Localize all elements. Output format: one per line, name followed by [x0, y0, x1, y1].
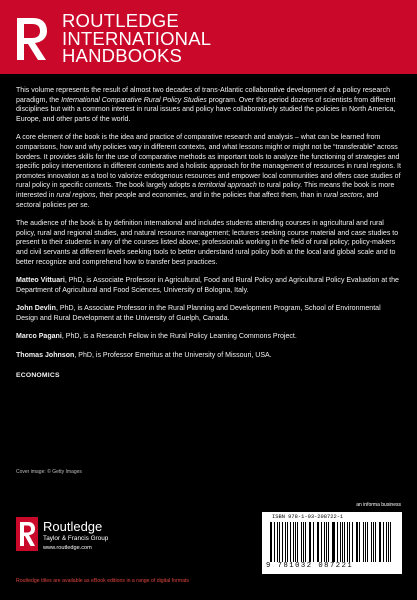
- editor-name: Marco Pagani: [16, 333, 62, 341]
- barcode-bar: [340, 522, 341, 562]
- barcode-bar: [271, 522, 272, 562]
- barcode-bar: [317, 522, 318, 562]
- series-title: [62, 12, 211, 65]
- description-paragraph-3: The audience of the book is by definition international and includes students attending courses in agricultural and rural policy, rural and regional studies, and natural resource management; lecturers seeking course material and case studies to present to their students in any of the courses listed above; professionals working in the field of rural policy; policy-makers and civil servants at different levels seeking tools to better understand rural policy both at the local and global scale and to better recognize and comprehend how to transfer best practices.: [16, 220, 399, 266]
- editor-bio: Marco Pagani, PhD, is a Research Fellow in the Rural Policy Learning Commons Project.: [16, 333, 297, 341]
- series-line-2: INTERNATIONAL: [62, 27, 212, 49]
- routledge-publisher-logo-icon: [16, 517, 38, 551]
- barcode-bar: [333, 522, 334, 562]
- barcode-bar: [347, 522, 348, 562]
- series-banner: [0, 0, 417, 74]
- routledge-r-logo-icon: [13, 14, 51, 64]
- ebook-note: Routledge titles are available as eBook editions in a range of digital formats: [16, 578, 190, 584]
- description-paragraph-1: This volume represents the result of almost two decades of trans-Atlantic collaborative development of a policy research paradigm, the International Comparative Rural Policy Studies program. Over this period dozens of scientists from different disciplines but with a common interest in rural issues and policy have collaboratively studied the policies in North America, Europe, and other parts of the world.: [16, 87, 396, 123]
- editor-name: Thomas Johnson: [16, 352, 75, 360]
- barcode-bar: [305, 522, 306, 562]
- barcode-bar: [390, 522, 391, 562]
- publisher-website: www.routledge.com: [43, 545, 92, 551]
- barcode-bar: [297, 522, 298, 562]
- isbn-barcode: [262, 512, 402, 574]
- editor-name: Matteo Vittuari: [16, 277, 65, 285]
- editor-bio: John Devlin, PhD, is Associate Professor in the Rural Planning and Development Program, School of Environmental Design and Rural Development at the University of Guelph, Canada.: [16, 305, 381, 322]
- editor-bio: Matteo Vittuari, PhD, is Associate Professor in Agricultural, Food and Rural Policy and Agricultural Policy Evaluation at the Department of Agricultural and Food Sciences, University of Bologna, Italy.: [16, 277, 399, 294]
- cover-image-credit: Cover image: © Getty Images: [16, 469, 82, 475]
- barcode-bar: [383, 522, 384, 562]
- barcode-bar: [332, 522, 333, 562]
- barcode-bar: [287, 522, 288, 562]
- barcode-bar: [313, 522, 314, 562]
- barcode-bar: [352, 522, 353, 562]
- publisher-group: Taylor & Francis Group: [43, 535, 109, 542]
- barcode-bar: [375, 522, 376, 562]
- barcode-bar: [279, 522, 280, 562]
- description-paragraph-2: A core element of the book is the idea and practice of comparative research and analysis – what can be learned from comparisons, how and why policies vary in different contexts, and what lessons might or might not be “transferable” across borders. It provides skills for the use of comparative methods as important tools to analyze the functioning of strategies and specific policy interventions in different contexts and a holistic approach for the management of resources in rural regions. It promotes innovation as a tool to valorize endogenous resources and empower local communities and offers case studies of rural policy in specific contexts. The book largely adopts a territorial approach to rural policy. This means the book is more interested in rural regions, their people and economies, and in the policies that affect them, than in rural sectors, and sectoral policies per se.: [16, 134, 401, 209]
- series-line-3: HANDBOOKS: [62, 45, 183, 66]
- barcode-bar: [285, 522, 286, 562]
- editor-name: John Devlin: [16, 305, 56, 313]
- back-cover-text: [16, 86, 404, 380]
- informa-business-label: an informa business: [356, 502, 401, 508]
- isbn-number: ISBN 978-1-03-208722-1: [272, 514, 344, 520]
- barcode-bar: [324, 522, 325, 562]
- barcode-bar: [295, 522, 296, 562]
- barcode-bar: [359, 522, 360, 562]
- editor-bio: Thomas Johnson, PhD, is Professor Emeritus at the University of Missouri, USA.: [16, 352, 272, 360]
- barcode-bar: [371, 522, 372, 562]
- barcode-bars: [270, 522, 394, 562]
- barcode-digits: 9 781032 087221: [266, 562, 354, 570]
- barcode-bar: [363, 522, 364, 562]
- publisher-name: Routledge: [43, 519, 103, 534]
- series-line-1: ROUTLEDGE: [62, 10, 179, 31]
- subject-category: ECONOMICS: [16, 371, 60, 379]
